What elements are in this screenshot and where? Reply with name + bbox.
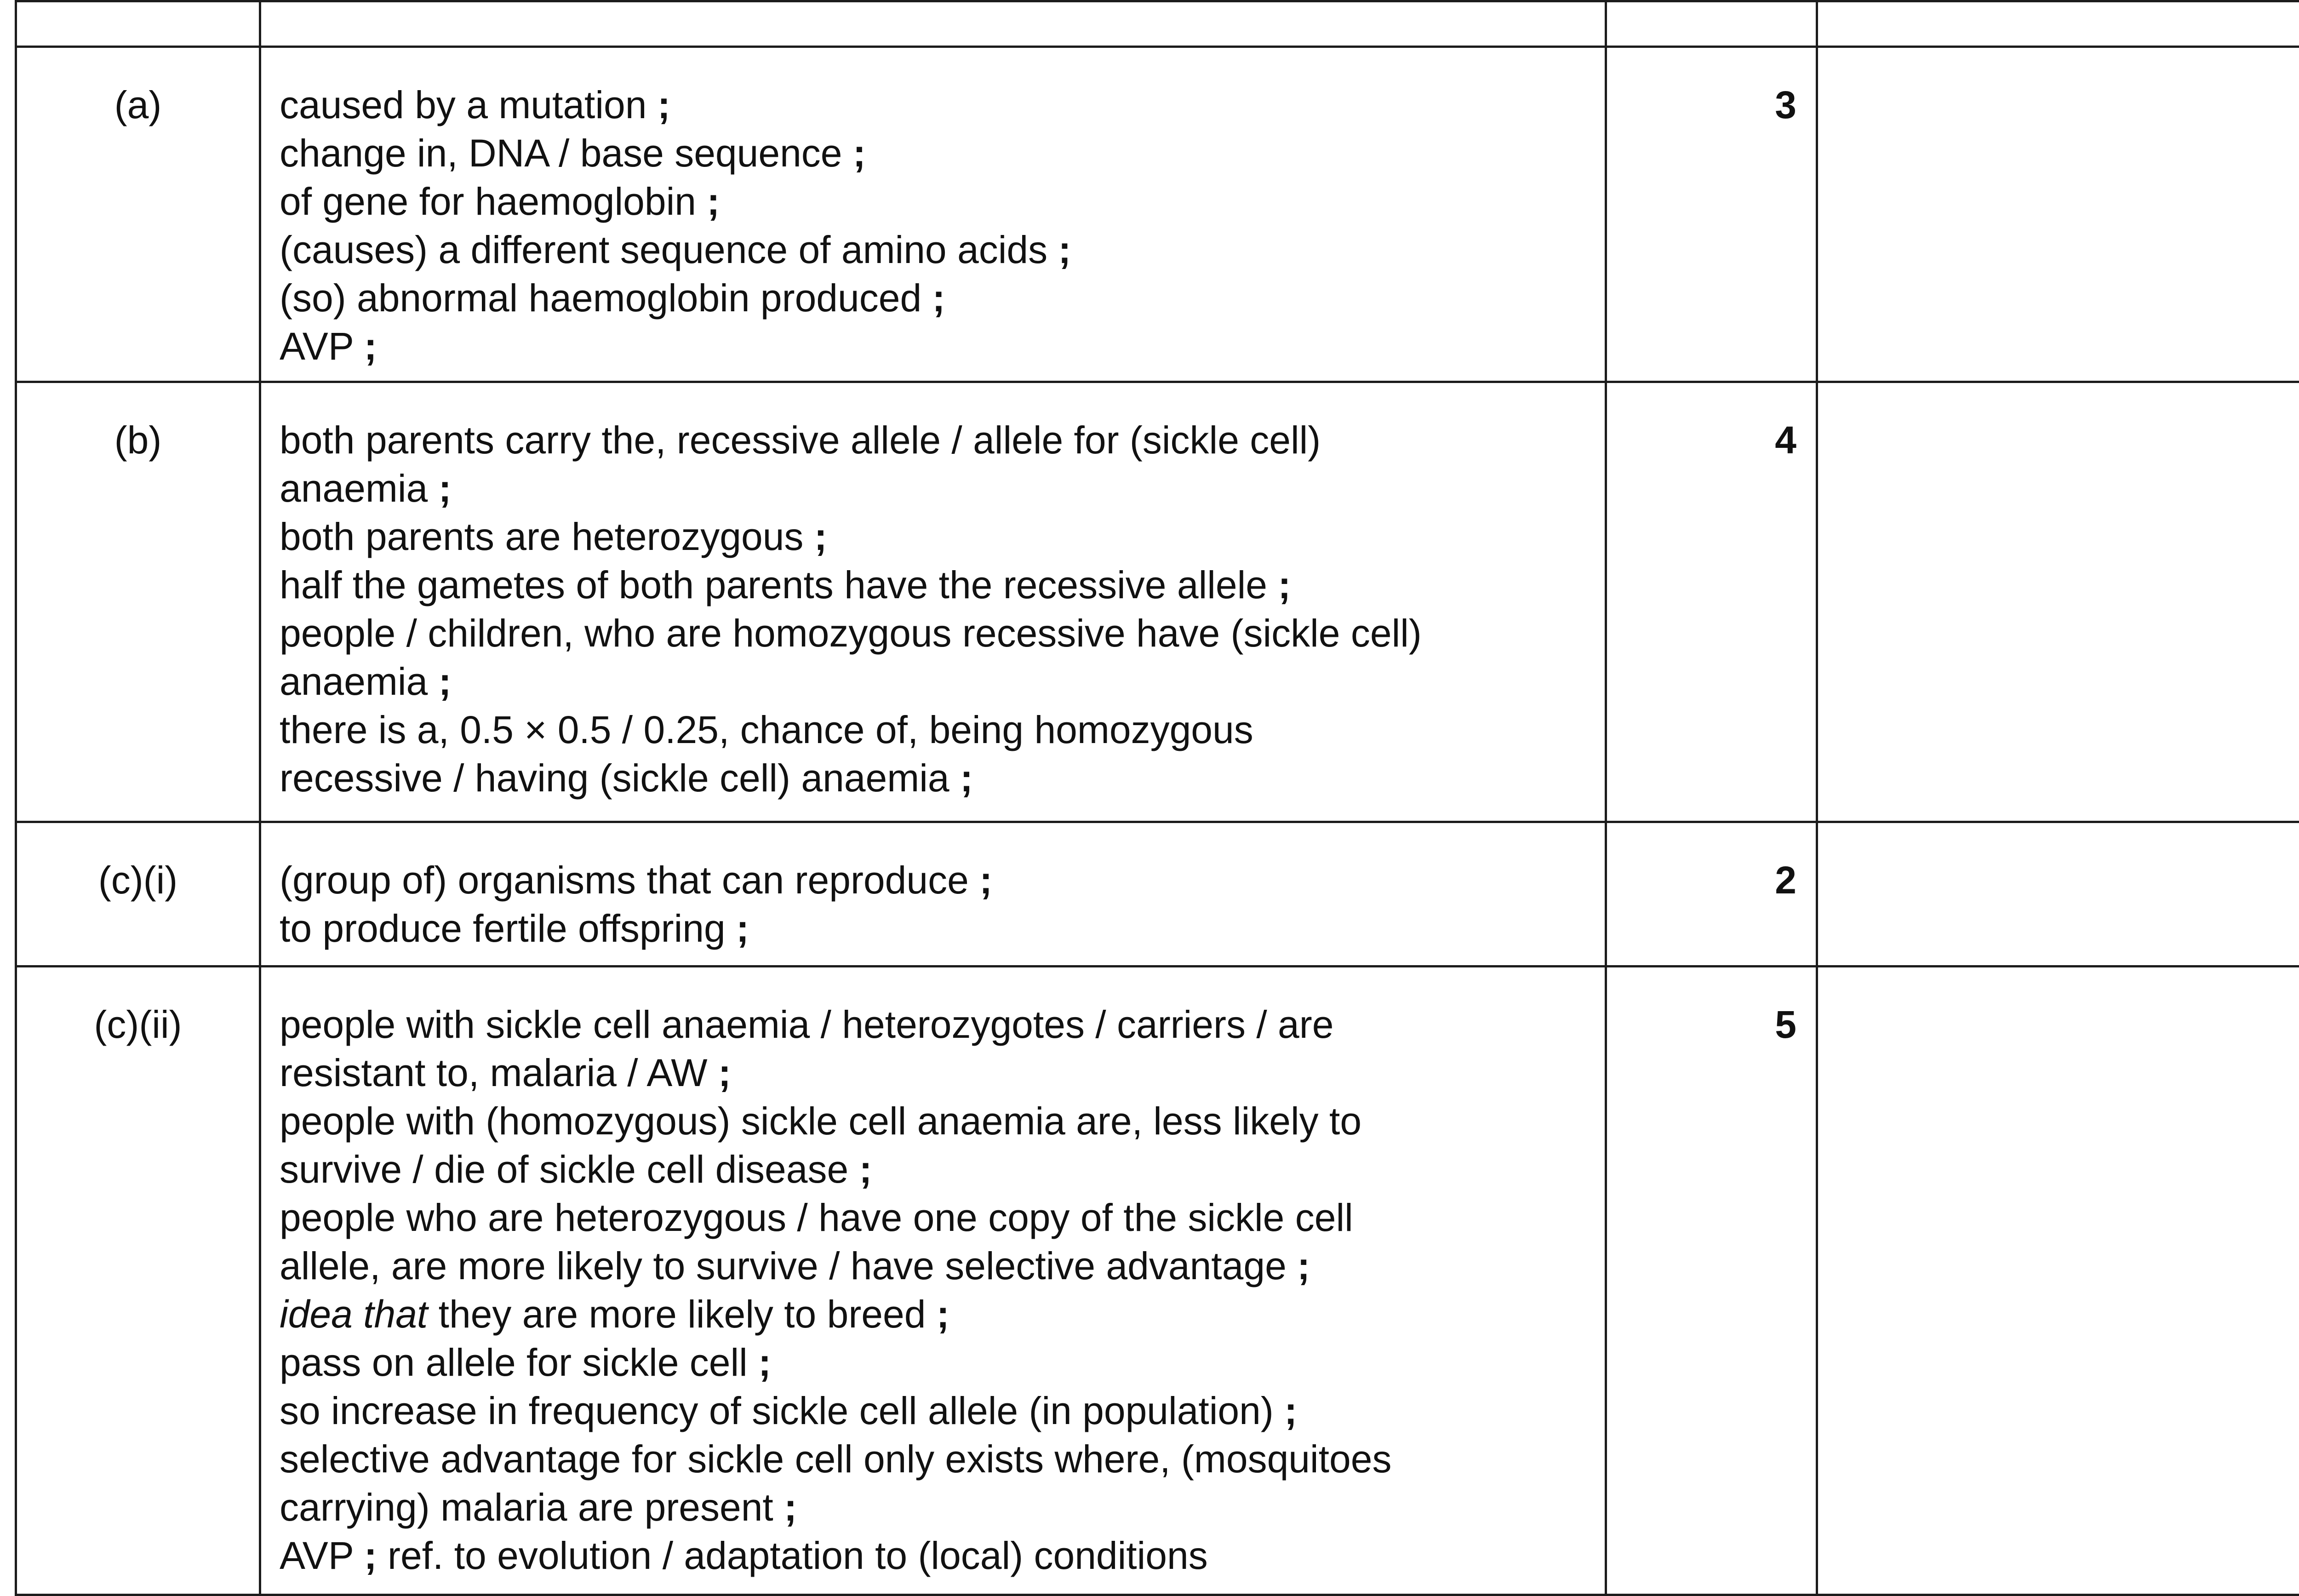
table-row	[16, 47, 2299, 382]
answer-text: people who are heterozygous / have one copy of the sickle cell	[280, 1196, 1353, 1239]
answer-line	[280, 1001, 1586, 1049]
answer-text: both parents carry the, recessive allele / allele for (sickle cell)	[280, 418, 1321, 462]
mark-point-separator: ;	[439, 467, 452, 510]
answer-line	[280, 1097, 1586, 1145]
question-number: (b)	[16, 382, 260, 822]
answer-line	[280, 226, 1586, 274]
answer-text: there is a, 0.5 × 0.5 / 0.25, chance of, being homozygous	[280, 708, 1253, 751]
marks-cell: 2	[1606, 822, 1817, 967]
mark-point-separator: ;	[853, 132, 866, 175]
answer-line	[280, 658, 1586, 706]
mark-point-separator: ;	[364, 325, 377, 368]
answer-line	[280, 754, 1586, 802]
mark-point-separator: ;	[960, 756, 973, 800]
answer-text: resistant to, malaria / AW	[280, 1051, 708, 1094]
header-cell-answer	[260, 1, 1606, 47]
answer-text: survive / die of sickle cell disease	[280, 1148, 848, 1191]
guidance-cell	[1817, 967, 2299, 1595]
answer-line	[280, 1290, 1586, 1339]
table-top-strip	[16, 1, 2299, 47]
mark-point-separator: ;	[1058, 228, 1071, 271]
mark-point-separator: ;	[784, 1486, 797, 1529]
answer-line	[280, 81, 1586, 129]
answer-line	[280, 609, 1586, 658]
answer-line	[280, 856, 1586, 904]
guidance-cell	[1817, 822, 2299, 967]
answer-text: (group of) organisms that can reproduce	[280, 858, 969, 902]
answer-text: anaemia	[280, 467, 428, 510]
guidance-cell	[1817, 382, 2299, 822]
answer-text: (so) abnormal haemoglobin produced	[280, 276, 921, 320]
answer-text: ref. to evolution / adaptation to (local) conditions	[388, 1534, 1208, 1577]
question-number: (c)(ii)	[16, 967, 260, 1595]
marks-cell: 3	[1606, 47, 1817, 382]
answer-text: people with sickle cell anaemia / heterozygotes / carriers / are	[280, 1003, 1333, 1046]
answer-text: so increase in frequency of sickle cell allele (in population)	[280, 1389, 1274, 1432]
answer-text: recessive / having (sickle cell) anaemia	[280, 756, 949, 800]
answer-text: to produce fertile offspring	[280, 907, 726, 950]
mark-point-separator: ;	[814, 515, 827, 558]
question-number: (a)	[16, 47, 260, 382]
answer-line	[280, 1145, 1586, 1194]
mark-point-separator: ;	[439, 660, 452, 703]
answer-line	[280, 1049, 1586, 1097]
answer-line	[280, 129, 1586, 177]
answer-line	[280, 1194, 1586, 1242]
answer-line	[280, 1532, 1586, 1580]
mark-point-separator: ;	[979, 858, 992, 902]
answer-line	[280, 177, 1586, 226]
answer-line	[280, 1483, 1586, 1532]
mark-scheme-table	[15, 0, 2299, 1596]
answer-line	[280, 1435, 1586, 1483]
answer-line	[280, 561, 1586, 609]
answer-line	[280, 416, 1586, 464]
answer-text: allele, are more likely to survive / have selective advantage	[280, 1244, 1287, 1287]
guidance-cell	[1817, 47, 2299, 382]
answer-line	[280, 904, 1586, 953]
answer-text: caused by a mutation	[280, 83, 647, 126]
answer-text: anaemia	[280, 660, 428, 703]
answer-line	[280, 1339, 1586, 1387]
answer-text: carrying) malaria are present	[280, 1486, 773, 1529]
header-cell-marks	[1606, 1, 1817, 47]
answer-text: people with (homozygous) sickle cell anaemia are, less likely to	[280, 1099, 1361, 1143]
answer-cell	[260, 822, 1606, 967]
answer-line	[280, 1242, 1586, 1290]
answer-cell	[260, 382, 1606, 822]
mark-point-separator: ;	[658, 83, 670, 126]
answer-text: half the gametes of both parents have the recessive allele	[280, 563, 1267, 606]
answer-text: both parents are heterozygous	[280, 515, 803, 558]
answer-cell	[260, 967, 1606, 1595]
answer-text: AVP	[280, 1534, 353, 1577]
mark-point-separator: ;	[758, 1341, 771, 1384]
table-row	[16, 967, 2299, 1595]
mark-point-separator: ;	[937, 1293, 949, 1336]
answer-cell	[260, 47, 1606, 382]
answer-line	[280, 706, 1586, 754]
answer-line	[280, 274, 1586, 322]
mark-point-separator: ;	[718, 1051, 731, 1094]
mark-point-separator: ;	[364, 1534, 377, 1577]
table-row	[16, 822, 2299, 967]
answer-line	[280, 1387, 1586, 1435]
answer-line	[280, 464, 1586, 513]
answer-text: AVP	[280, 325, 353, 368]
mark-point-separator: ;	[1297, 1244, 1310, 1287]
answer-emphasis: idea that	[280, 1293, 428, 1336]
header-cell-guidance	[1817, 1, 2299, 47]
marks-cell: 4	[1606, 382, 1817, 822]
marks-cell: 5	[1606, 967, 1817, 1595]
mark-point-separator: ;	[859, 1148, 872, 1191]
header-cell-question	[16, 1, 260, 47]
answer-text: change in, DNA / base sequence	[280, 132, 842, 175]
mark-point-separator: ;	[1278, 563, 1291, 606]
mark-point-separator: ;	[736, 907, 749, 950]
mark-point-separator: ;	[1284, 1389, 1297, 1432]
mark-point-separator: ;	[707, 180, 720, 223]
answer-text: of gene for haemoglobin	[280, 180, 696, 223]
question-number: (c)(i)	[16, 822, 260, 967]
answer-text: people / children, who are homozygous recessive have (sickle cell)	[280, 612, 1422, 655]
answer-text: pass on allele for sickle cell	[280, 1341, 748, 1384]
answer-line	[280, 513, 1586, 561]
answer-text: selective advantage for sickle cell only exists where, (mosquitoes	[280, 1437, 1391, 1481]
table-row	[16, 382, 2299, 822]
answer-text: (causes) a different sequence of amino acids	[280, 228, 1047, 271]
mark-point-separator: ;	[932, 276, 945, 320]
answer-line	[280, 322, 1586, 371]
answer-text: they are more likely to breed	[439, 1293, 926, 1336]
